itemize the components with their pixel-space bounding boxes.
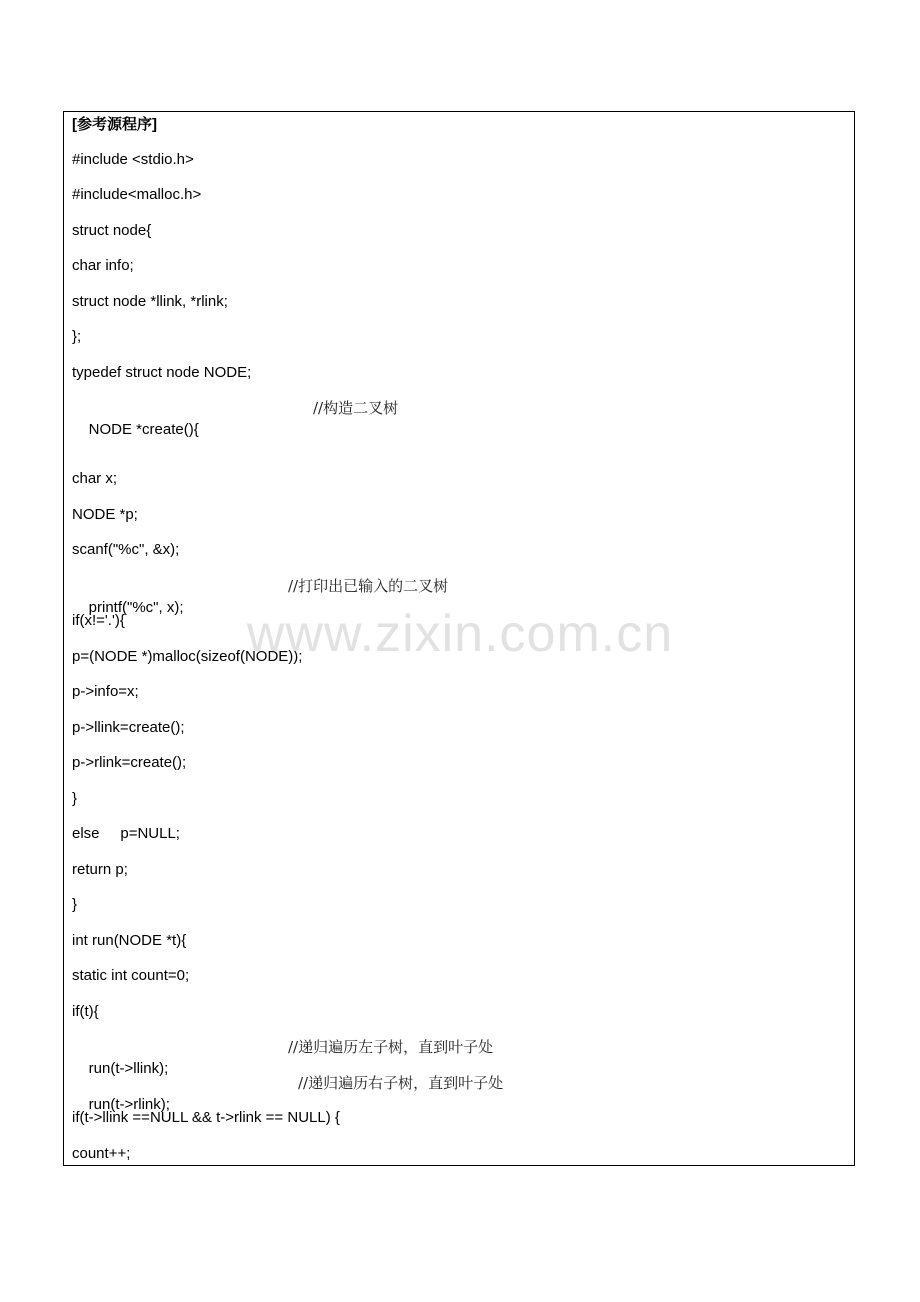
- code-line: char info;: [72, 257, 134, 274]
- code-line: p->rlink=create();: [72, 754, 187, 771]
- code-line: }: [72, 896, 78, 913]
- code-line: count++;: [72, 1145, 131, 1162]
- code-line: if(t->llink ==NULL && t->rlink == NULL) {: [72, 1109, 340, 1126]
- code-line: struct node *llink, *rlink;: [72, 293, 228, 310]
- code-line: int run(NODE *t){: [72, 932, 187, 949]
- code-listing-box: [63, 111, 855, 1166]
- code-line: run(t->llink); //递归遍历左子树，直到叶子处: [88, 1038, 494, 1077]
- code-comment: //递归遍历左子树，直到叶子处: [288, 1038, 494, 1056]
- code-line: struct node{: [72, 222, 152, 239]
- code-comment: //打印出已输入的二叉树: [288, 577, 449, 595]
- code-line: typedef struct node NODE;: [72, 364, 252, 381]
- code-line: p=(NODE *)malloc(sizeof(NODE));: [72, 648, 303, 665]
- code-line: if(t){: [72, 1003, 99, 1020]
- watermark: www.zixin.com.cn: [246, 605, 674, 663]
- code-line: char x;: [72, 470, 118, 487]
- code-line: #include<malloc.h>: [72, 186, 202, 203]
- code-comment: //构造二叉树: [313, 399, 399, 417]
- code-line: }: [72, 790, 78, 807]
- code-line: NODE *p;: [72, 506, 138, 523]
- code-line: return p;: [72, 861, 128, 878]
- code-line: p->info=x;: [72, 683, 139, 700]
- code-line: run(t->rlink); //递归遍历右子树，直到叶子处: [88, 1074, 504, 1113]
- code-line: scanf("%c", &x);: [72, 541, 180, 558]
- listing-heading: [参考源程序]: [72, 116, 157, 133]
- code-line: };: [72, 328, 82, 345]
- code-line: else p=NULL;: [72, 825, 180, 842]
- code-line: NODE *create(){ //构造二叉树: [88, 399, 399, 438]
- code-line: printf("%c", x); //打印出已输入的二叉树: [88, 577, 449, 616]
- code-comment: //递归遍历右子树，直到叶子处: [298, 1074, 504, 1092]
- code-line: if(x!='.'){: [72, 612, 125, 629]
- code-line: static int count=0;: [72, 967, 190, 984]
- code-line: #include <stdio.h>: [72, 151, 194, 168]
- code-line: p->llink=create();: [72, 719, 185, 736]
